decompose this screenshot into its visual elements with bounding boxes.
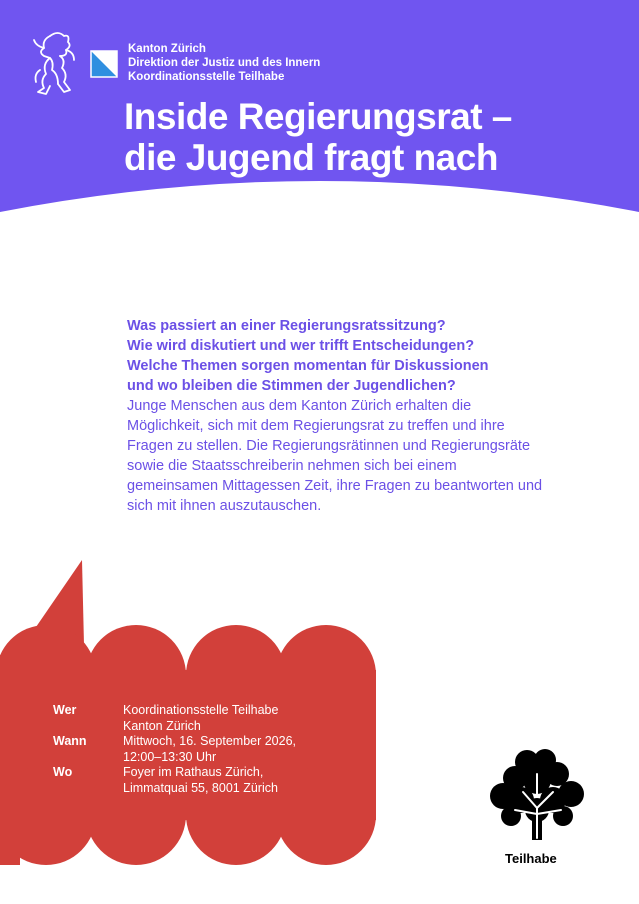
info-line: Limmatquai 55, 8001 Zürich — [123, 780, 278, 795]
page-title — [124, 96, 512, 178]
info-row-wo — [53, 765, 296, 796]
info-line: 12:00–13:30 Uhr — [123, 749, 217, 764]
lion-icon — [30, 30, 78, 98]
title-line: Inside Regierungsrat – — [124, 96, 512, 137]
info-value — [123, 765, 278, 796]
org-line: Koordinationsstelle Teilhabe — [128, 71, 285, 83]
info-value — [123, 734, 296, 765]
intro-question: Welche Themen sorgen momentan für Diskussionen — [127, 358, 489, 374]
intro-question: Wie wird diskutiert und wer trifft Entscheidungen? — [127, 338, 475, 354]
event-info — [53, 703, 296, 796]
info-row-wann — [53, 734, 296, 765]
intro-question: Was passiert an einer Regierungsratssitzung? — [127, 318, 446, 334]
organization-block — [128, 42, 320, 84]
tree-icon — [487, 748, 587, 844]
teilhabe-label: Teilhabe — [505, 851, 557, 866]
info-label: Wo — [53, 765, 73, 779]
info-line: Koordinationsstelle Teilhabe — [123, 703, 279, 717]
intro-body: Junge Menschen aus dem Kanton Zürich erhalten die Möglichkeit, sich mit dem Regierungsrat zu treffen und ihre Fragen zu stellen. Die Regierungsrätinnen und Regierungsräte sowie die Staatsschreiberin nehmen sich bei einem gemeinsamen Mittagessen Zeit, ihre Fragen zu beantworten und sich mit ihnen auszutauschen. — [127, 398, 543, 514]
info-label: Wer — [53, 703, 77, 717]
org-line: Direktion der Justiz und des Innern — [128, 57, 321, 69]
info-line: Mittwoch, 16. September 2026, — [123, 734, 297, 748]
info-row-wer — [53, 703, 296, 734]
intro-text — [127, 316, 547, 516]
canton-shield-icon — [90, 50, 118, 78]
info-line: Kanton Zürich — [123, 718, 201, 733]
title-line: die Jugend fragt nach — [124, 137, 498, 178]
info-label: Wann — [53, 734, 87, 748]
info-line: Foyer im Rathaus Zürich, — [123, 765, 264, 779]
info-value — [123, 703, 278, 734]
org-line: Kanton Zürich — [128, 43, 206, 55]
intro-question: und wo bleiben die Stimmen der Jugendlichen? — [127, 378, 456, 394]
